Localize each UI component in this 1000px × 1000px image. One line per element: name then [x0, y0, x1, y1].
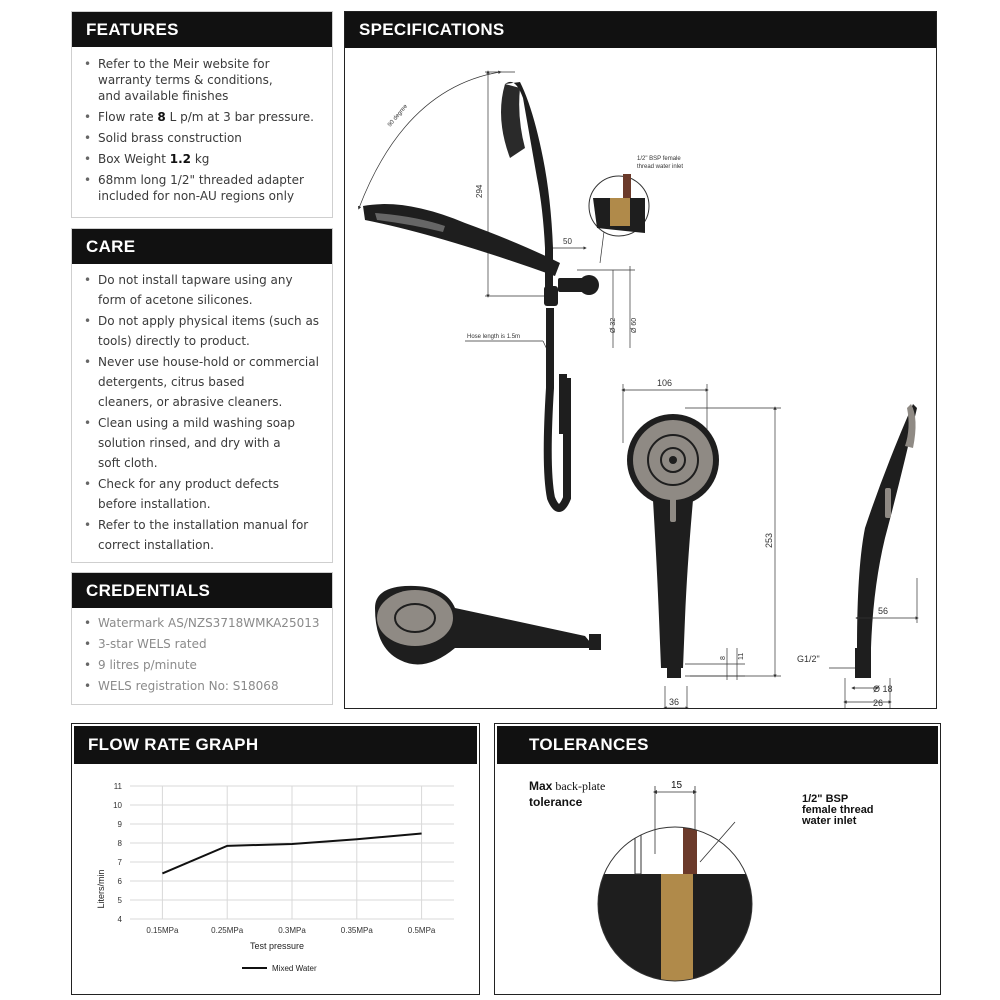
features-item: • Solid brass construction: [72, 130, 332, 146]
care-item: • Check for any product defects before installation.: [72, 474, 332, 514]
side-view-shower: [855, 404, 917, 678]
y-tick-label: 9: [117, 820, 122, 829]
y-tick-label: 6: [117, 877, 122, 886]
credentials-item: • 9 litres p/minute: [72, 655, 332, 675]
specifications-heading: SPECIFICATIONS: [345, 12, 936, 48]
x-axis-label: Test pressure: [249, 941, 305, 951]
features-item: • Box Weight 1.2 kg: [72, 151, 332, 167]
y-tick-label: 4: [117, 915, 122, 924]
credentials-panel: [71, 572, 333, 705]
credentials-list: [72, 608, 332, 696]
tolerance-drawing: [495, 764, 940, 994]
tolerance-detail: [591, 824, 761, 994]
features-heading: FEATURES: [72, 12, 332, 47]
care-item: • Clean using a mild washing soap solution rinsed, and dry with a soft cloth.: [72, 413, 332, 473]
perspective-shower: [375, 586, 601, 665]
dia32-label: Ø 32: [610, 317, 617, 333]
d26-label: 26: [873, 698, 884, 708]
angle-label: 90 degree: [387, 103, 410, 129]
credentials-item: • Watermark AS/NZS3718WMKA25013: [72, 613, 332, 633]
flow-rate-chart: [82, 774, 467, 989]
credentials-heading: CREDENTIALS: [72, 573, 332, 608]
features-item: • Refer to the Meir website for warranty terms & conditions, and available finishes: [72, 56, 332, 104]
care-panel: [71, 228, 333, 563]
x-tick-label: 0.3MPa: [278, 926, 306, 935]
offset-label: 50: [563, 237, 572, 246]
care-item: • Never use house-hold or commercial detergents, citrus based cleaners, or abrasive cleaners.: [72, 352, 332, 412]
front-view-shower: [627, 414, 719, 678]
legend-label: Mixed Water: [272, 964, 317, 973]
width-label: 106: [657, 378, 673, 388]
care-item: • Do not apply physical items (such as tools) directly to product.: [72, 311, 332, 351]
x-tick-label: 0.5MPa: [407, 926, 436, 935]
shower-rail-assembly: [363, 82, 599, 508]
x-tick-label: 0.25MPa: [211, 926, 244, 935]
y-tick-label: 5: [117, 896, 122, 905]
x-tick-label: 0.35MPa: [340, 926, 373, 935]
d8-label: 8: [720, 656, 727, 660]
x-tick-label: 0.15MPa: [146, 926, 179, 935]
tolerance-label: tolerance: [529, 795, 583, 809]
credentials-item: • 3-star WELS rated: [72, 634, 332, 654]
specifications-panel: [344, 11, 937, 709]
features-list: [72, 47, 332, 204]
specifications-drawing: [345, 48, 936, 708]
tolerances-heading: TOLERANCES: [497, 726, 938, 764]
hose-label: Hose length is 1.5m: [467, 334, 521, 340]
care-item: • Refer to the installation manual for correct installation.: [72, 515, 332, 555]
height-label: 294: [475, 184, 484, 198]
thread-label-1: 1/2" BSP female: [637, 156, 681, 162]
flow-rate-panel: [71, 723, 480, 995]
y-axis-label: Liters/min: [96, 869, 106, 909]
care-item: • Do not install tapware using any form of acetone silicones.: [72, 270, 332, 310]
care-heading: CARE: [72, 229, 332, 264]
dia60-label: Ø 60: [631, 317, 638, 333]
thread-label-2: thread water inlet: [637, 164, 684, 170]
x-ticks: [146, 926, 436, 935]
tolerance-dim-label: 15: [671, 780, 683, 791]
care-list: [72, 264, 332, 555]
y-tick-label: 10: [113, 801, 122, 810]
length-label: 253: [764, 532, 774, 548]
d11-label: 11: [738, 652, 745, 660]
inlet-label: 1/2" BSP female thread water inlet: [802, 793, 874, 827]
features-panel: [71, 11, 333, 218]
g12-label: G1/2": [797, 654, 820, 664]
tolerances-panel: [494, 723, 941, 995]
features-item: • 68mm long 1/2" threaded adapter included for non-AU regions only: [72, 172, 332, 204]
d36-label: 36: [669, 697, 680, 707]
y-ticks: [113, 782, 122, 924]
max-backplate-label: Max back-plate: [529, 779, 606, 793]
flow-rate-heading: FLOW RATE GRAPH: [74, 726, 477, 764]
y-tick-label: 8: [117, 839, 122, 848]
features-item: • Flow rate 8 L p/m at 3 bar pressure.: [72, 109, 332, 125]
depth-label: 56: [878, 606, 889, 616]
d18-label: Ø 18: [873, 684, 893, 694]
y-tick-label: 7: [117, 858, 122, 867]
chart-grid: [130, 786, 454, 919]
thread-detail: [589, 174, 649, 236]
credentials-item: • WELS registration No: S18068: [72, 676, 332, 696]
y-tick-label: 11: [113, 782, 122, 791]
